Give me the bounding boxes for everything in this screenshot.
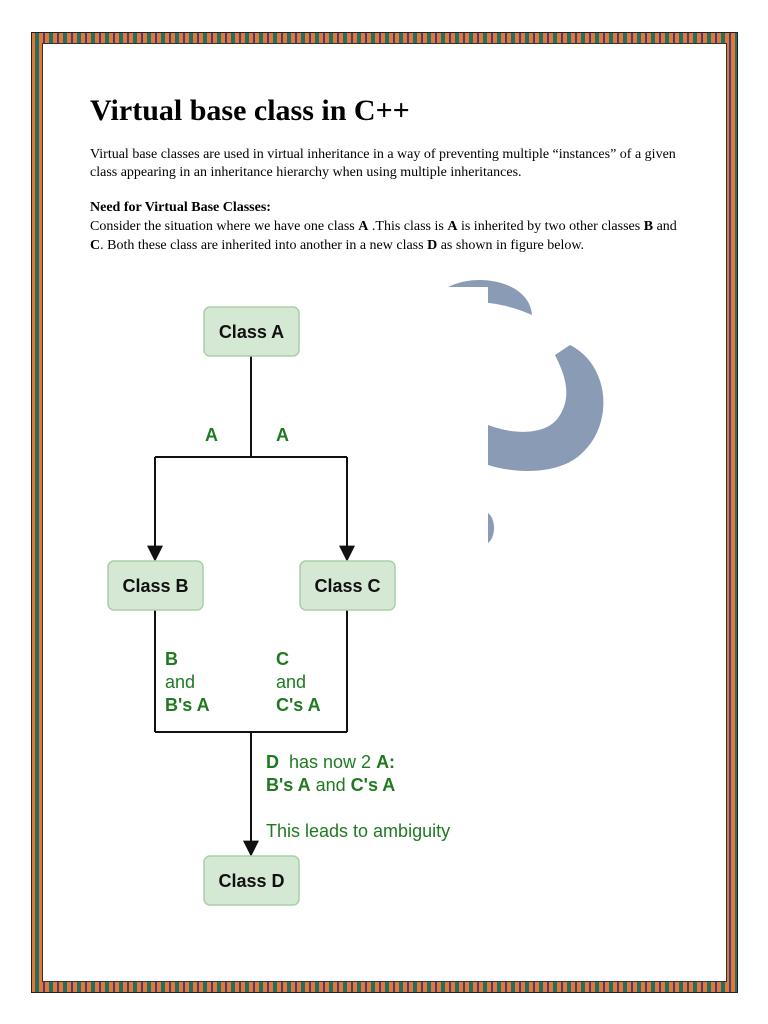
section-paragraph [90,217,690,255]
text-run: is inherited by two other classes [457,219,644,234]
document-content [90,92,690,255]
label-d-line1-b: has now 2 [279,752,377,772]
text-run: . Both these class are inherited into another in a new class [100,238,428,253]
node-class-a-label: Class A [218,322,285,342]
section-heading: Need for Virtual Base Classes: [90,200,271,215]
bold-run: D [427,238,438,253]
label-d-line1-a: D [266,752,279,772]
node-class-c-label: Class C [314,576,381,596]
label-d-line1-c: A: [376,752,396,772]
node-class-d-label: Class D [218,871,285,891]
node-class-a [204,307,299,356]
label-a-right: A [276,425,289,445]
text-run: and [653,219,677,234]
label-d-line2-a: B's A [266,775,311,795]
bold-run: A [447,219,458,234]
label-c-line1: C [276,649,289,669]
node-class-c [300,561,395,610]
label-b-line2: and [165,672,196,692]
text-run: .This class is [368,219,448,234]
intro-paragraph: Virtual base classes are used in virtual inheritance in a way of preventing multiple “instances” of a given class appearing in an inheritance hierarchy when using multiple inheritances. [90,147,676,180]
page-title: Virtual base class in C++ [90,94,410,127]
label-ambiguity: This leads to ambiguity [266,821,451,841]
label-d-line2-b: and [310,775,351,795]
label-a-left: A [205,425,218,445]
label-b-line3: B's A [165,695,210,715]
inheritance-diagram [100,300,480,920]
node-class-b-label: Class B [122,576,189,596]
bold-run: C [90,238,101,253]
label-d-line2 [266,775,395,795]
text-run: Consider the situation where we have one class [90,219,359,234]
text-run: as shown in figure below. [437,238,585,253]
label-b-line1: B [165,649,178,669]
bold-run: B [643,219,654,234]
bold-run: A [358,219,369,234]
node-class-b [108,561,203,610]
label-d-line2-c: C's A [350,775,396,795]
label-c-line2: and [276,672,307,692]
label-d-line1 [266,752,395,772]
node-class-d [204,856,299,905]
label-c-line3: C's A [276,695,321,715]
